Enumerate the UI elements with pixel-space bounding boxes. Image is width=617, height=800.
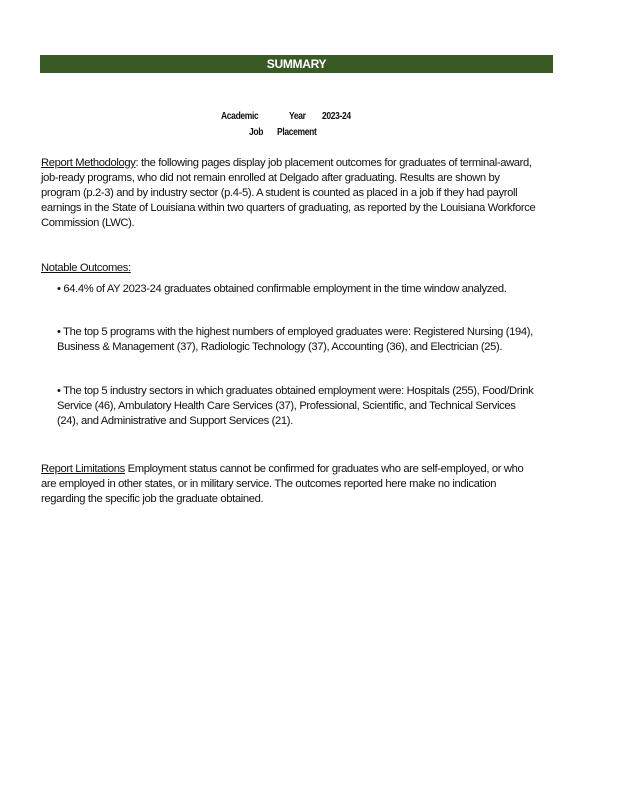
outcome-bullet-1: • 64.4% of AY 2023-24 graduates obtained confirmable employment in the time window analyzed. <box>57 283 507 295</box>
caption-placement: Placement <box>277 127 317 138</box>
caption-year-value: 2023-24 <box>322 111 351 122</box>
methodology-text: : the following pages display job placement outcomes for graduates of terminal-award, job-ready programs, who did not remain enrolled at Delgado after graduating. Results are shown by program (p.2-3) and by industry sector (p.4-5). A student is counted as placed in a job if they had payroll earnings in the State of Louisiana within two quarters of graduating, as reported by the Louisiana Workforce Commission (LWC). <box>41 157 536 229</box>
outcome-bullet-2: • The top 5 programs with the highest numbers of employed graduates were: Registered Nursing (194), Business & Management (37), Radiologic Technology (37), Accounting (36), and Electrician (25). <box>57 326 533 353</box>
outcome-bullet-3: • The top 5 industry sectors in which graduates obtained employment were: Hospitals (255), Food/Drink Service (46), Ambulatory Health Care Services (37), Professional, Scientific, and Technical Services (24), and Administrative and Support Services (21). <box>57 385 534 427</box>
summary-banner: SUMMARY <box>40 55 553 73</box>
limitations-paragraph <box>41 462 541 507</box>
limitations-text: Employment status cannot be confirmed for graduates who are self-employed, or who are employed in other states, or in military service. The outcomes reported here make no indication regarding the specific job the graduate obtained. <box>41 463 524 505</box>
limitations-label: Report Limitations <box>41 463 125 475</box>
methodology-label: Report Methodology <box>41 157 136 169</box>
outcomes-label: Notable Outcomes: <box>41 262 131 274</box>
caption-academic: Academic <box>221 111 259 122</box>
caption-job: Job <box>249 127 264 138</box>
caption-year: Year <box>289 111 306 122</box>
methodology-paragraph <box>41 156 541 231</box>
